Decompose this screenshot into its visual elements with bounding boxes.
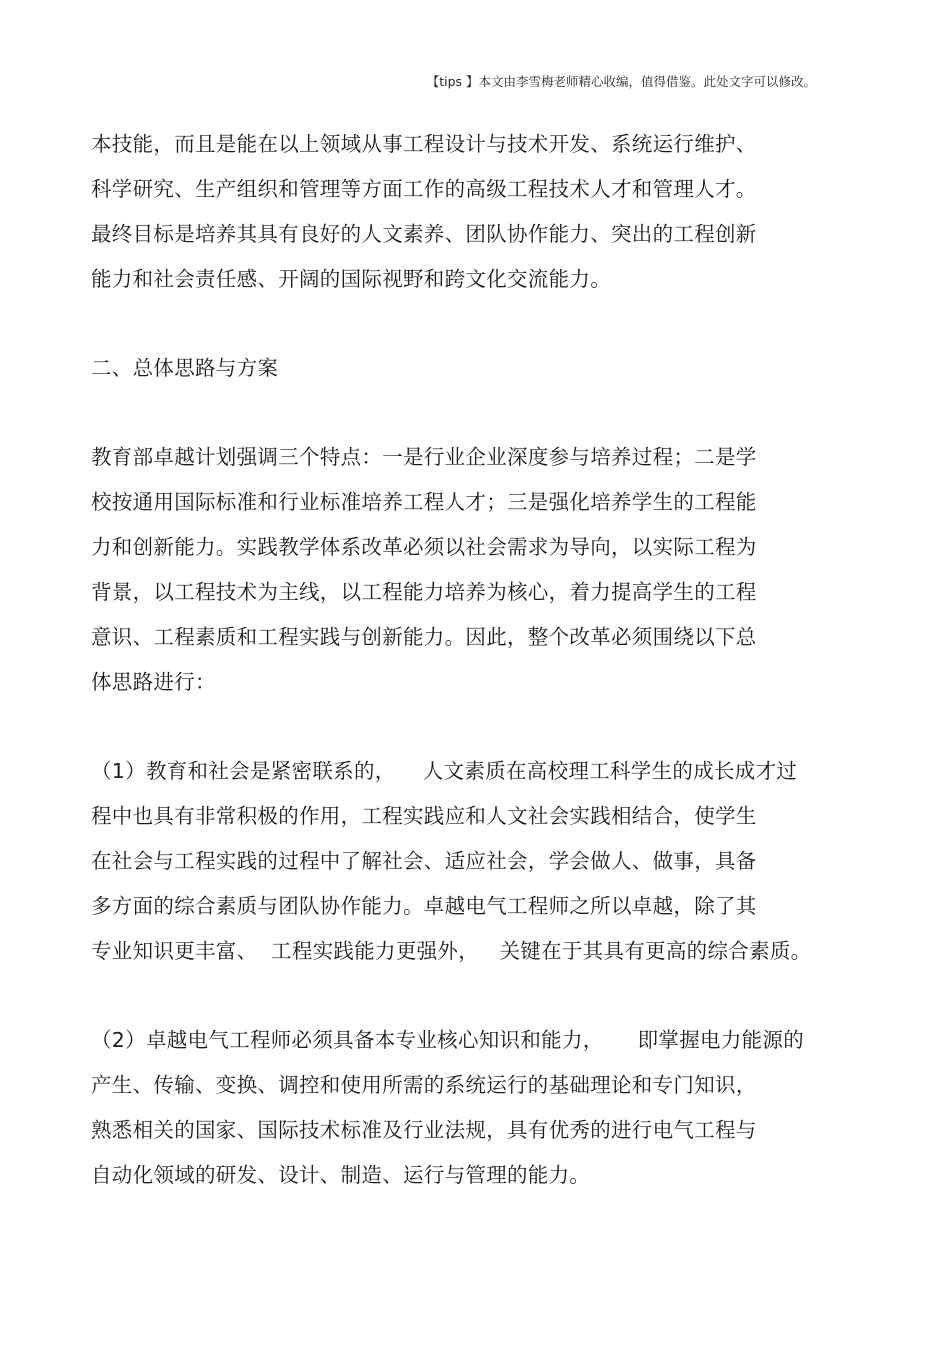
- header-tip: 【tips 】本文由李雪梅老师精心收编，值得借鉴。此处文字可以修改。: [426, 74, 816, 89]
- paragraph-line: 专业知识更丰富、 工程实践能力更强外， 关键在于其具有更高的综合素质。: [91, 939, 812, 963]
- paragraph-line: 教育部卓越计划强调三个特点：一是行业企业深度参与培养过程；二是学: [91, 445, 757, 469]
- paragraph-line: （1）教育和社会是紧密联系的， 人文素质在高校理工科学生的成长成才过: [91, 759, 798, 783]
- paragraph-line: 产生、传输、变换、调控和使用所需的系统运行的基础理论和专门知识，: [91, 1073, 757, 1097]
- paragraph-line: 背景，以工程技术为主线，以工程能力培养为核心，着力提高学生的工程: [91, 580, 757, 604]
- paragraph-line: 科学研究、生产组织和管理等方面工作的高级工程技术人才和管理人才。: [91, 177, 757, 201]
- paragraph-line: 程中也具有非常积极的作用，工程实践应和人文社会实践相结合，使学生: [91, 804, 757, 828]
- paragraph-line: 体思路进行：: [91, 670, 216, 694]
- paragraph-line: 自动化领域的研发、设计、制造、运行与管理的能力。: [91, 1163, 591, 1187]
- paragraph-line: 最终目标是培养其具有良好的人文素养、团队协作能力、突出的工程创新: [91, 222, 757, 246]
- paragraph-line: （2）卓越电气工程师必须具备本专业核心知识和能力， 即掌握电力能源的: [91, 1028, 805, 1052]
- section-heading: 二、总体思路与方案: [91, 356, 279, 380]
- paragraph-line: 校按通用国际标准和行业标准培养工程人才；三是强化培养学生的工程能: [91, 490, 757, 514]
- paragraph-line: 熟悉相关的国家、国际技术标准及行业法规，具有优秀的进行电气工程与: [91, 1118, 757, 1142]
- paragraph-line: 多方面的综合素质与团队协作能力。卓越电气工程师之所以卓越，除了其: [91, 894, 757, 918]
- paragraph-line: 力和创新能力。实践教学体系改革必须以社会需求为导向，以实际工程为: [91, 535, 757, 559]
- paragraph-line: 意识、工程素质和工程实践与创新能力。因此，整个改革必须围绕以下总: [91, 625, 757, 649]
- paragraph-line: 在社会与工程实践的过程中了解社会、适应社会，学会做人、做事，具备: [91, 849, 757, 873]
- paragraph-line: 本技能，而且是能在以上领域从事工程设计与技术开发、系统运行维护、: [91, 132, 757, 156]
- paragraph-line: 能力和社会责任感、开阔的国际视野和跨文化交流能力。: [91, 267, 611, 291]
